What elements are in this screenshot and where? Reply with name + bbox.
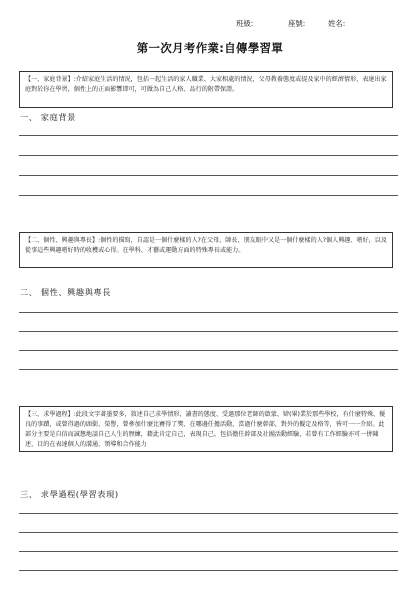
writing-line (19, 312, 398, 313)
section-1-heading: 一、 家庭背景 (20, 112, 76, 122)
writing-line (19, 369, 398, 370)
writing-line (19, 551, 398, 552)
writing-line (19, 513, 398, 514)
seat-number-label: 座號: (288, 19, 306, 28)
writing-line (19, 135, 398, 136)
section-2-heading: 二、 個性、興趣與專長 (20, 287, 112, 297)
writing-line (19, 570, 398, 571)
name-label: 姓名: (328, 19, 346, 28)
writing-line (19, 350, 398, 351)
writing-line (19, 175, 398, 176)
student-info-fields (236, 18, 416, 32)
page-title: 第一次月考作業:自傳學習單 (136, 41, 284, 55)
section-2-prompt-box: 【二、個性、興趣與專長】:個性的描寫，自認是一個什麼樣的人?在父母、師長、朋友眼中又是一個什麼樣的人?個人興趣、嗜好，以及從事這些興趣嗜好時的收穫或心得。在學科、才藝或運動方面的特殊專長或能力。 (19, 232, 393, 268)
class-label: 班級: (236, 19, 254, 28)
section-1-prompt-box: 【一、家庭背景】:介紹家庭生活的情況，包括一起生活的家人職業、大家相處的情況，父母教養態度或提及家中的經濟情形，表達出家庭對於你在學習，個性上的正面影響即可，可做為自己人格、品行的附帶保證。 (19, 71, 393, 108)
section-3-prompt-box: 【三、求學過程】:此段文字著墨要多，敘述自己求學情形、讀書的態度、受過那位老師的啟蒙、肄(畢)業於那些學校，有什麼特殊、優良的事蹟，或曾得過的頭銜、榮譽，曾參加什麼比賽得了獎、在哪邊任擔活動，當過什麼幹部，對外的擬定及格等，皆可一一介紹。此部分主要是自信而誠懇地談自己人生的歷練，藉此肯定自己，表現自己。包括擔任幹部及社團活動經驗，若曾有工作經驗亦可一併陳述，目的在表達個人的溝通、領導和合作能力 (19, 406, 393, 452)
writing-line (19, 155, 398, 156)
writing-line (19, 331, 398, 332)
section-3-heading: 三、 求學過程(學習表現) (20, 489, 119, 499)
writing-line (19, 532, 398, 533)
writing-line (19, 195, 398, 196)
